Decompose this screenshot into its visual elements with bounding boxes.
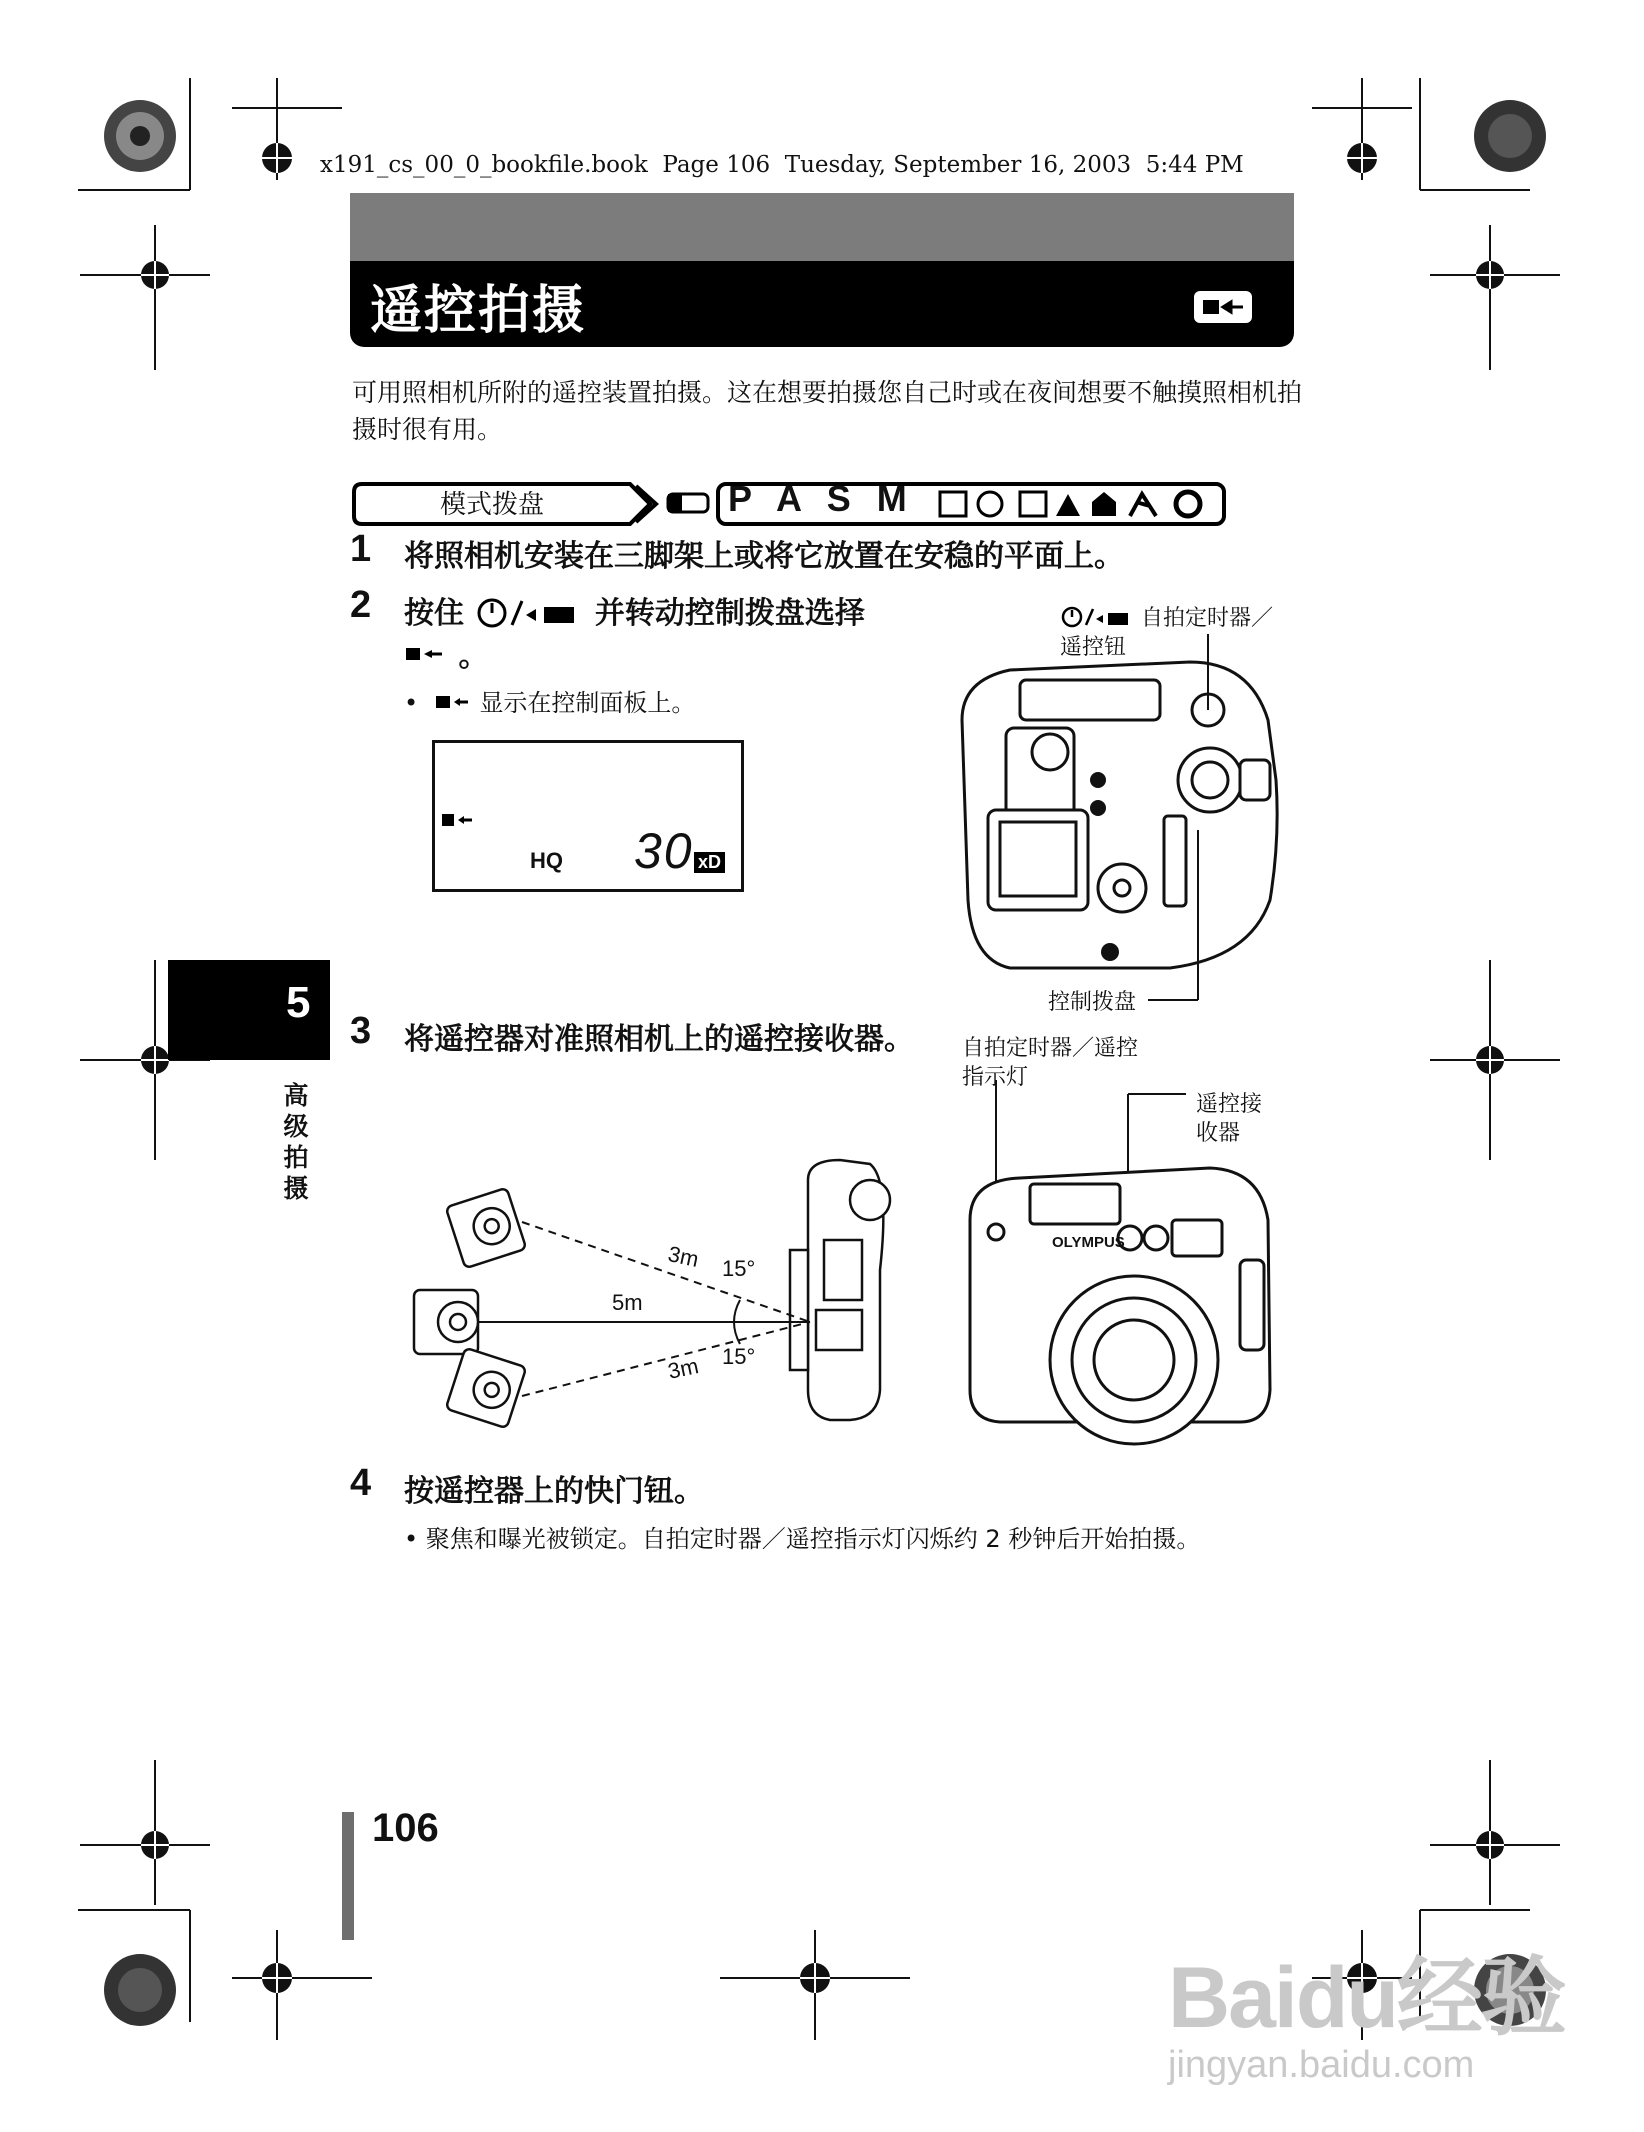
mode-p: P [728,478,760,519]
mode-s: S [826,478,859,519]
step-1-text: 将照相机安装在三脚架上或将它放置在安稳的平面上。 [404,539,1124,574]
intro-paragraph: 可用照相机所附的遥控装置拍摄。这在想要拍摄您自己时或在夜间想要不触摸照相机拍摄时很有用。 [352,378,1303,444]
leader-lines-top [1040,630,1240,1010]
page-number: 106 [372,1806,439,1850]
self-timer-remote-icon [474,595,584,629]
step-1-number: 1 [350,528,372,570]
mode-dial-label: 模式拨盘 [440,490,545,520]
step-2-bullet-text: 显示在控制面板上。 [479,689,696,717]
indicator-text: 自拍定时器／遥控 [962,1036,1139,1061]
self-timer-remote-icon-label [1060,605,1134,629]
mode-letters [728,478,915,520]
step-2-bullet [404,686,695,720]
step-2-text-a: 按住 [404,596,464,631]
bullet-dot: • [404,689,426,717]
step-2-text [404,592,924,678]
step-4-text: 按遥控器上的快门钮。 [404,1474,704,1509]
page-number-bar [342,1812,354,1940]
file-info-line: x191_cs_00_0_bookfile.book Page 106 Tuesday, September 16, 2003 5:44 PM [320,152,1244,178]
remote-mode-icon-small [404,642,448,668]
step-4-number: 4 [350,1462,372,1504]
chapter-title: 高级拍摄 [283,1081,309,1203]
watermark-url: jingyan.baidu.com [1168,2044,1475,2086]
remote-mode-icon [1193,290,1253,324]
step-4-bullet-text: 聚焦和曝光被锁定。自拍定时器／遥控指示灯闪烁约 2 秒钟后开始拍摄。 [425,1525,1201,1553]
step-3-text: 将遥控器对准照相机上的遥控接收器。 [404,1022,914,1057]
lcd-count: 30 [634,823,694,879]
step-2-text-c: 。 [458,639,489,674]
step-4-bullet [404,1522,1274,1556]
step-2-number: 2 [350,584,372,626]
self-timer-button-text: 自拍定时器／ [1141,606,1274,631]
watermark-brand: Baidu经验 [1168,1950,1565,2046]
lcd-quality: HQ [530,848,563,873]
self-timer-button-text-2: 遥控钮 [1060,635,1127,660]
lcd-remote-icon [440,810,474,830]
control-dial-label: 控制拨盘 [1048,990,1137,1015]
lcd-card: xD [694,852,725,873]
angle-lower-label: 15° [722,1344,756,1369]
camera-front-illustration [950,1060,1280,1460]
chapter-number: 5 [286,978,311,1027]
indicator-text-2: 指示灯 [962,1065,1029,1090]
title-band [350,193,1294,263]
receiver-text: 遥控接 [1196,1092,1263,1117]
remote-range-diagram [410,1150,930,1440]
step-2-text-b: 并转动控制拨盘选择 [594,596,865,631]
mode-m: M [876,478,915,519]
mode-a: A [776,478,809,519]
distance-lower-label: 3m [665,1353,701,1384]
bullet-dot-4: • [404,1525,426,1553]
remote-mode-icon-bullet [426,690,472,714]
camera-brand-logo: OLYMPUS [1052,1234,1125,1251]
receiver-text-2: 收器 [1196,1121,1241,1146]
page-title: 遥控拍摄 [370,281,587,341]
distance-upper-label: 3m [665,1241,701,1272]
distance-center-label: 5m [612,1290,643,1315]
step-3-number: 3 [350,1010,372,1052]
angle-upper-label: 15° [722,1256,756,1281]
